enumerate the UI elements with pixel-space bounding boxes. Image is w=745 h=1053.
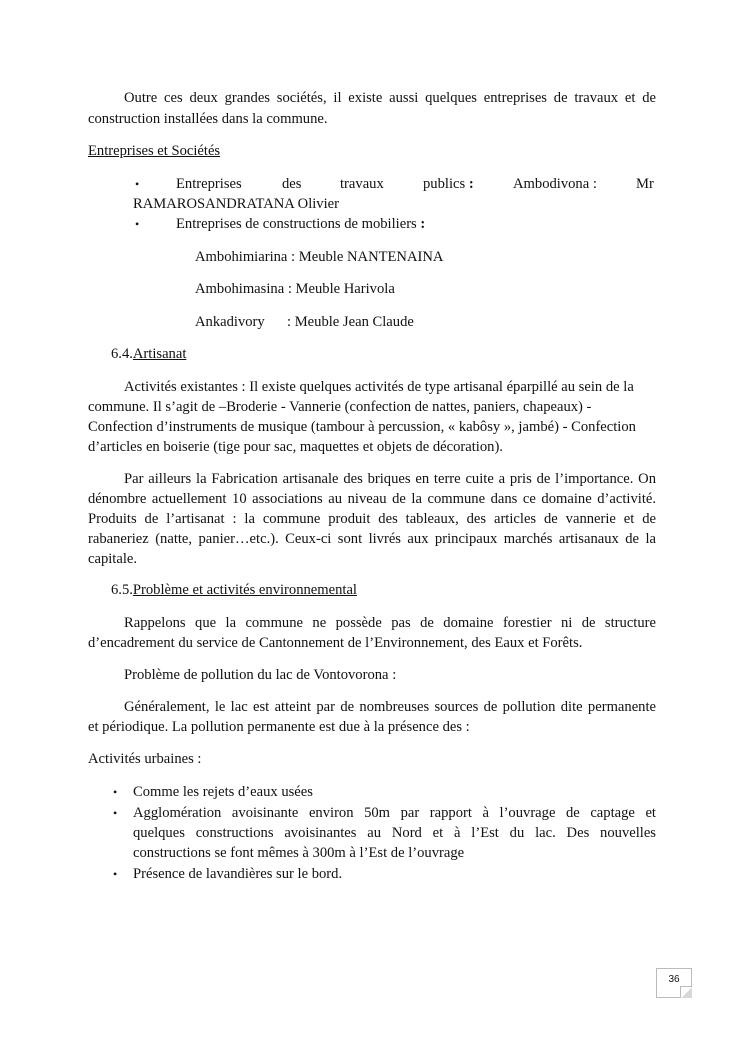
item1-word-ambodivona: Ambodivona : [513, 176, 597, 192]
section-heading-entreprises: Entreprises et Sociétés [88, 143, 221, 159]
section-heading-artisanat: 6.4.Artisanat [111, 346, 187, 362]
sub-item-ambohimiarina: Ambohimiarina : Meuble NANTENAINA [195, 249, 444, 265]
urban-bullet-2-line-3: constructions se font mêmes à 300m à l’Est de l’ouvrage [133, 845, 465, 861]
artisanat-p1-line-2: commune. Il s’agit de –Broderie - Vannerie (confection de nattes, paniers, chapeaux) - [88, 399, 592, 415]
env-p1-line-2: d’encadrement du service de Cantonnement de l’Environnement, des Eaux et Forêts. [88, 635, 583, 651]
item1-word-des: des [282, 176, 302, 192]
artisanat-p1-line-1: Activités existantes : Il existe quelques activités de type artisanal éparpillé au sein de la [124, 379, 634, 395]
item1-word-entreprises: Entreprises [176, 176, 242, 192]
bullet-icon: • [113, 785, 118, 799]
sub-item-ankadivory-place: Ankadivory [195, 314, 265, 330]
item1-word-mr: Mr [636, 176, 654, 192]
env-p3-line-2: et périodique. La pollution permanente est due à la présence des : [88, 719, 470, 735]
page-fold-icon [680, 986, 692, 998]
artisanat-p1-line-4: d’articles en boiserie (tige pour sac, maquettes et objets de décoration). [88, 439, 503, 455]
intro-line-2: construction installées dans la commune. [88, 111, 328, 127]
artisanat-p2-line-2: dénombre actuellement 10 associations au niveau de la commune dans ce domaine d’activité. [88, 491, 656, 507]
urban-bullet-1: Comme les rejets d’eaux usées [133, 784, 313, 800]
bullet-icon: • [135, 177, 140, 191]
urban-activities-heading: Activités urbaines : [88, 751, 202, 767]
item1-word-travaux: travaux [340, 176, 384, 192]
env-p1-line-1: Rappelons que la commune ne possède pas de domaine forestier ni de structure [124, 615, 656, 631]
bullet-icon: • [135, 217, 140, 231]
artisanat-p2-line-5: capitale. [88, 551, 138, 567]
urban-bullet-2-line-1: Agglomération avoisinante environ 50m par rapport à l’ouvrage de captage et [133, 805, 656, 821]
urban-bullet-2-line-2: quelques constructions avoisinantes au Nord et à l’Est du lac. Des nouvelles [133, 825, 656, 841]
artisanat-p2-line-1: Par ailleurs la Fabrication artisanale des briques en terre cuite a pris de l’importance. On [124, 471, 656, 487]
env-pollution-title: Problème de pollution du lac de Vontovorona : [124, 667, 397, 683]
page-number: 36 [668, 973, 680, 985]
intro-line-1: Outre ces deux grandes sociétés, il existe aussi quelques entreprises de travaux et de [124, 90, 656, 106]
item1-word-publics: publics : [423, 176, 474, 192]
bullet-icon: • [113, 806, 118, 820]
urban-bullet-3: Présence de lavandières sur le bord. [133, 866, 343, 882]
bullet-icon: • [113, 867, 118, 881]
item1-line-2: RAMAROSANDRATANA Olivier [133, 196, 339, 212]
artisanat-p1-line-3: Confection d’instruments de musique (tambour à percussion, « kabôsy », jambé) - Confection [88, 419, 636, 435]
env-p3-line-1: Généralement, le lac est atteint par de nombreuses sources de pollution dite permanente [124, 699, 656, 715]
artisanat-p2-line-3: Produits de l’artisanat : la commune produit des tableaux, des articles de vannerie et de [88, 511, 656, 527]
section-heading-environnement: 6.5.Problème et activités environnemental [111, 582, 357, 598]
sub-item-ambohimasina: Ambohimasina : Meuble Harivola [195, 281, 395, 297]
item2-text: Entreprises de constructions de mobiliers : [176, 216, 426, 232]
artisanat-p2-line-4: rabaneriez (natte, panier…etc.). Ceux-ci sont livrés aux principaux marchés artisanaux de la [88, 531, 656, 547]
sub-item-ankadivory-value: : Meuble Jean Claude [287, 314, 414, 330]
